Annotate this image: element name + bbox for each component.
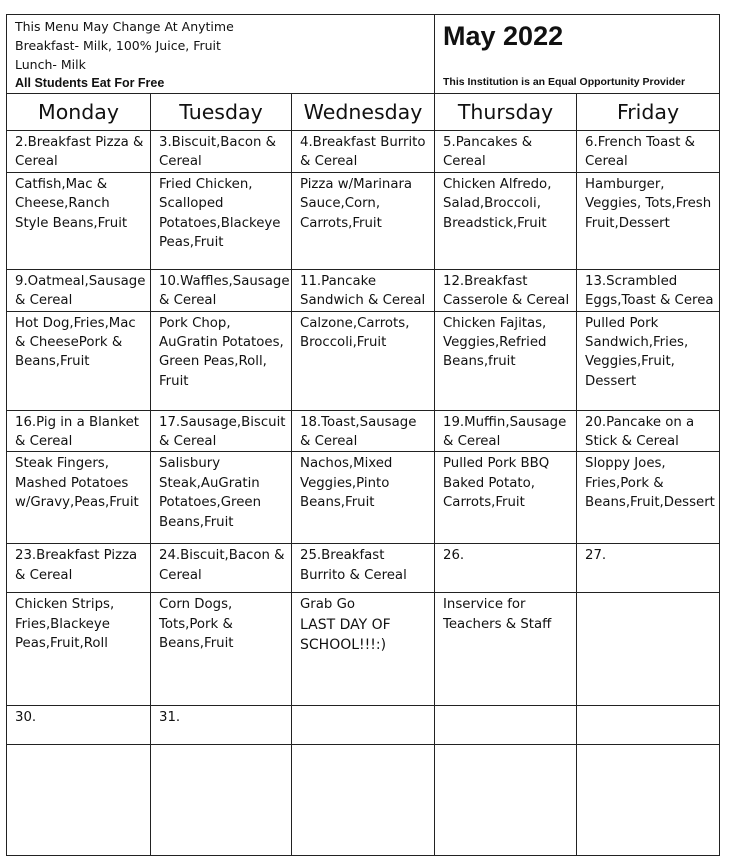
- lunch-drinks-note: Lunch- Milk: [15, 57, 86, 72]
- week-1-lunch-row: [7, 172, 720, 269]
- lunch-text: Corn Dogs, Tots,Pork & Beans,Fruit: [159, 597, 234, 652]
- breakfast-drinks-note: Breakfast- Milk, 100% Juice, Fruit: [15, 38, 221, 53]
- week-3-wednesday-breakfast-cell: [292, 410, 435, 452]
- week-4-breakfast-row: [7, 544, 720, 593]
- day-header-wednesday: Wednesday: [292, 94, 435, 131]
- week-3-lunch-row: [7, 452, 720, 544]
- week-1-friday-lunch-cell: [577, 172, 720, 269]
- lunch-text: Salisbury Steak,AuGratin Potatoes,Green Beans,Fruit: [159, 456, 261, 530]
- lunch-text: [435, 745, 576, 747]
- breakfast-text: 18.Toast,Sausage & Cereal: [300, 414, 417, 450]
- week-1-thursday-breakfast-cell: [435, 131, 577, 173]
- breakfast-text: 2.Breakfast Pizza & Cereal: [15, 135, 144, 170]
- lunch-text: Pulled Pork Sandwich,Fries, Veggies,Fruit, Dessert: [585, 315, 689, 389]
- week-4-thursday-lunch-cell: [435, 593, 577, 706]
- week-5-thursday-lunch-cell: [435, 745, 577, 856]
- menu-info-cell: [7, 15, 435, 94]
- breakfast-text: 5.Pancakes & Cereal: [443, 135, 533, 170]
- breakfast-text: 19.Muffin,Sausage & Cereal: [443, 414, 567, 450]
- week-2-friday-lunch-cell: [577, 311, 720, 410]
- breakfast-text: [292, 706, 434, 708]
- week-2-monday-breakfast-cell: [7, 269, 151, 311]
- menu-change-notice: This Menu May Change At Anytime: [15, 19, 234, 34]
- week-2-wednesday-lunch-cell: [292, 311, 435, 410]
- day-header-friday: Friday: [577, 94, 720, 131]
- lunch-text: Inservice for Teachers & Staff: [443, 597, 552, 632]
- week-3-tuesday-lunch-cell: [151, 452, 292, 544]
- week-5-thursday-breakfast-cell: [435, 706, 577, 745]
- week-2-thursday-breakfast-cell: [435, 269, 577, 311]
- breakfast-text: 9.Oatmeal,Sausage & Cereal: [15, 273, 146, 309]
- week-4-thursday-breakfast-cell: [435, 544, 577, 593]
- week-4-friday-lunch-cell: [577, 593, 720, 706]
- breakfast-text: 24.Biscuit,Bacon & Cereal: [159, 548, 285, 583]
- day-header-thursday: Thursday: [435, 94, 577, 131]
- breakfast-text: 31.: [159, 710, 181, 726]
- week-1-wednesday-lunch-cell: [292, 172, 435, 269]
- lunch-text: Pulled Pork BBQ Baked Potato, Carrots,Fruit: [443, 456, 550, 511]
- week-1-thursday-lunch-cell: [435, 172, 577, 269]
- week-5-monday-breakfast-cell: [7, 706, 151, 745]
- breakfast-text: 12.Breakfast Casserole & Cereal: [443, 273, 570, 309]
- free-meals-note: All Students Eat For Free: [15, 76, 165, 90]
- week-2-thursday-lunch-cell: [435, 311, 577, 410]
- week-3-thursday-lunch-cell: [435, 452, 577, 544]
- last-day-of-school-note: LAST DAY OF SCHOOL!!!:): [300, 616, 391, 653]
- week-4-monday-lunch-cell: [7, 593, 151, 706]
- breakfast-text: 26.: [443, 548, 465, 564]
- lunch-text: [7, 745, 150, 747]
- lunch-text: [292, 745, 434, 747]
- week-5-tuesday-lunch-cell: [151, 745, 292, 856]
- week-1-monday-breakfast-cell: [7, 131, 151, 173]
- week-3-friday-lunch-cell: [577, 452, 720, 544]
- week-2-friday-breakfast-cell: [577, 269, 720, 311]
- breakfast-text: 25.Breakfast Burrito & Cereal: [300, 548, 407, 583]
- week-2-breakfast-row: [7, 269, 720, 311]
- week-5-friday-breakfast-cell: [577, 706, 720, 745]
- breakfast-text: 30.: [15, 710, 37, 726]
- week-4-tuesday-lunch-cell: [151, 593, 292, 706]
- week-1-breakfast-row: [7, 131, 720, 173]
- lunch-text: Grab Go: [300, 597, 356, 613]
- lunch-text: Calzone,Carrots, Broccoli,Fruit: [300, 315, 410, 351]
- week-2-wednesday-breakfast-cell: [292, 269, 435, 311]
- week-2-tuesday-breakfast-cell: [151, 269, 292, 311]
- week-1-monday-lunch-cell: [7, 172, 151, 269]
- breakfast-text: 10.Waffles,Sausage & Cereal: [159, 273, 290, 309]
- breakfast-text: 3.Biscuit,Bacon & Cereal: [159, 135, 277, 170]
- breakfast-text: 11.Pancake Sandwich & Cereal: [300, 273, 426, 309]
- lunch-text: Chicken Fajitas, Veggies,Refried Beans,fruit: [443, 315, 547, 370]
- month-title-cell: [435, 15, 720, 94]
- breakfast-text: 20.Pancake on a Stick & Cereal: [585, 414, 695, 450]
- breakfast-text: 17.Sausage,Biscuit & Cereal: [159, 414, 286, 450]
- lunch-text: Pork Chop, AuGratin Potatoes, Green Peas,Roll, Fruit: [159, 315, 284, 389]
- day-header-monday: Monday: [7, 94, 151, 131]
- week-5-wednesday-lunch-cell: [292, 745, 435, 856]
- lunch-text: Hamburger, Veggies, Tots,Fresh Fruit,Dessert: [585, 176, 712, 231]
- week-1-wednesday-breakfast-cell: [292, 131, 435, 173]
- week-4-tuesday-breakfast-cell: [151, 544, 292, 593]
- week-3-friday-breakfast-cell: [577, 410, 720, 452]
- week-1-friday-breakfast-cell: [577, 131, 720, 173]
- week-2-lunch-row: [7, 311, 720, 410]
- lunch-text: [577, 593, 719, 595]
- lunch-text: [151, 745, 291, 747]
- week-1-tuesday-breakfast-cell: [151, 131, 292, 173]
- week-5-monday-lunch-cell: [7, 745, 151, 856]
- week-3-monday-breakfast-cell: [7, 410, 151, 452]
- week-4-wednesday-lunch-cell: [292, 593, 435, 706]
- equal-opportunity-statement: This Institution is an Equal Opportunity Provider: [443, 76, 686, 88]
- week-5-breakfast-row: [7, 706, 720, 745]
- menu-calendar-table: [6, 14, 720, 856]
- lunch-text: Sloppy Joes, Fries,Pork & Beans,Fruit,Dessert: [585, 456, 715, 511]
- week-5-tuesday-breakfast-cell: [151, 706, 292, 745]
- week-5-lunch-row: [7, 745, 720, 856]
- breakfast-text: 6.French Toast & Cereal: [585, 135, 696, 170]
- week-1-tuesday-lunch-cell: [151, 172, 292, 269]
- lunch-text: Steak Fingers, Mashed Potatoes w/Gravy,Peas,Fruit: [15, 456, 139, 511]
- lunch-text: Chicken Strips, Fries,Blackeye Peas,Fruit,Roll: [15, 597, 115, 652]
- breakfast-text: 13.Scrambled Eggs,Toast & Cerea: [585, 273, 714, 309]
- week-3-monday-lunch-cell: [7, 452, 151, 544]
- breakfast-text: 16.Pig in a Blanket & Cereal: [15, 414, 139, 450]
- lunch-text: [577, 745, 719, 747]
- month-title: May 2022: [443, 21, 564, 51]
- lunch-text: Pizza w/Marinara Sauce,Corn, Carrots,Fruit: [300, 176, 413, 231]
- day-header-tuesday: Tuesday: [151, 94, 292, 131]
- lunch-text: Catfish,Mac & Cheese,Ranch Style Beans,Fruit: [15, 176, 128, 231]
- week-3-thursday-breakfast-cell: [435, 410, 577, 452]
- week-3-tuesday-breakfast-cell: [151, 410, 292, 452]
- breakfast-text: 23.Breakfast Pizza & Cereal: [15, 548, 138, 583]
- week-4-monday-breakfast-cell: [7, 544, 151, 593]
- week-4-wednesday-breakfast-cell: [292, 544, 435, 593]
- lunch-text: Chicken Alfredo, Salad,Broccoli, Breadstick,Fruit: [443, 176, 552, 231]
- week-2-tuesday-lunch-cell: [151, 311, 292, 410]
- week-5-friday-lunch-cell: [577, 745, 720, 856]
- week-3-wednesday-lunch-cell: [292, 452, 435, 544]
- week-4-lunch-row: [7, 593, 720, 706]
- lunch-text: Hot Dog,Fries,Mac & CheesePork & Beans,Fruit: [15, 315, 136, 370]
- breakfast-text: [577, 706, 719, 708]
- lunch-text: Fried Chicken, Scalloped Potatoes,Blackeye Peas,Fruit: [159, 176, 281, 251]
- lunch-text: Nachos,Mixed Veggies,Pinto Beans,Fruit: [300, 456, 393, 511]
- breakfast-text: 4.Breakfast Burrito & Cereal: [300, 135, 426, 170]
- week-5-wednesday-breakfast-cell: [292, 706, 435, 745]
- week-4-friday-breakfast-cell: [577, 544, 720, 593]
- week-2-monday-lunch-cell: [7, 311, 151, 410]
- breakfast-text: [435, 706, 576, 708]
- week-3-breakfast-row: [7, 410, 720, 452]
- breakfast-text: 27.: [585, 548, 607, 564]
